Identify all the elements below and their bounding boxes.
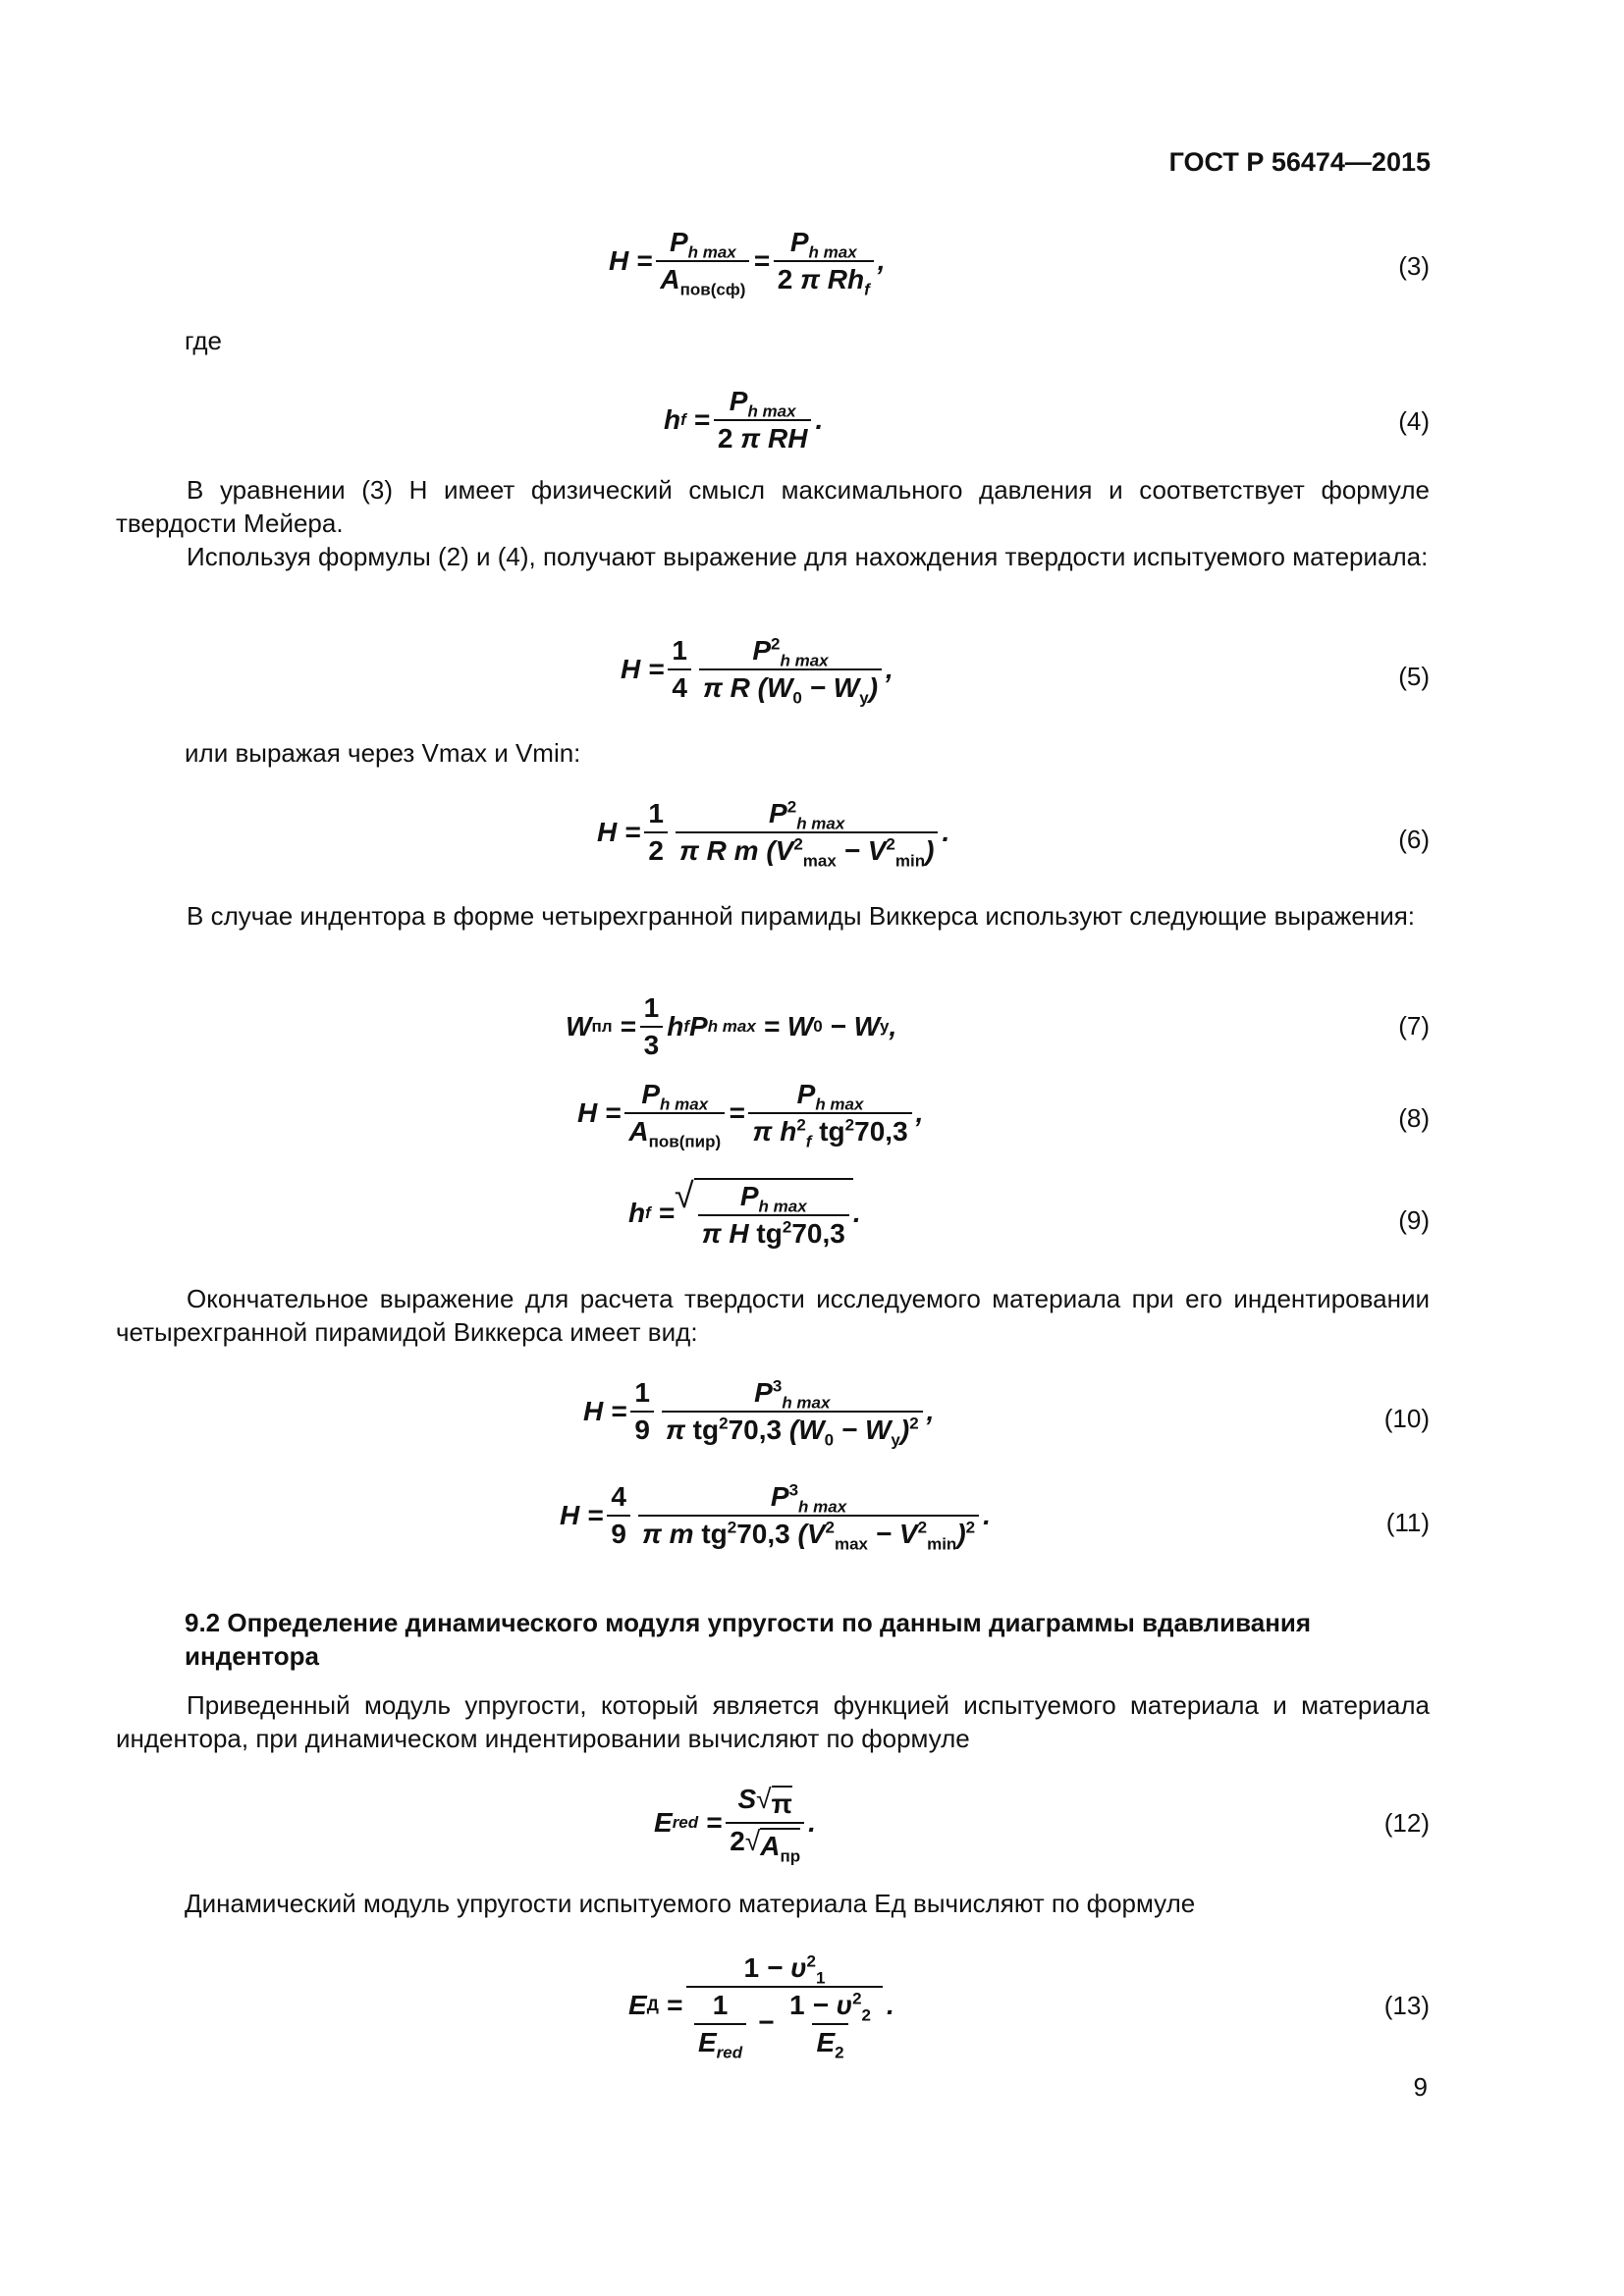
- paragraph-final-expression: [116, 1282, 1430, 1349]
- formula-13: E Д = $1 - \upsilon^2_1$ $\frac{1}{E_{red}}$ − $\frac{1 - \upsilon^2_2}{E_2}$ .: [628, 1951, 894, 2062]
- paragraph-vmax-vmin: или выражая через Vmax и Vmin:: [185, 738, 581, 768]
- formula-9: h f = √ $\frac{P_{h max}}{\pi H tg^270,3}$ .: [628, 1175, 861, 1249]
- paragraph-meyer-text: В уравнении (3) H имеет физический смысл максимального давления и соответствует формуле твердости Мейера.: [116, 475, 1430, 538]
- paragraph-reduced-modulus-text: Приведенный модуль упругости, который является функцией испытуемого материала и материала индентора, при динамическом индентировании вычисляют по формуле: [116, 1690, 1430, 1753]
- equation-number-11: (11): [1385, 1508, 1430, 1537]
- equation-number-8: (8): [1398, 1103, 1430, 1133]
- paragraph-meyer: [116, 473, 1430, 540]
- equation-number-3: (3): [1398, 251, 1430, 281]
- formula-3: H = $\frac{P_{h max}}{A_{пов(сф)}}$ = $\frac{P_{h max}}{2 \pi Rh_f}$ ,: [609, 227, 886, 299]
- document-header: ГОСТ Р 56474—2015: [1168, 147, 1431, 177]
- equation-number-13: (13): [1383, 1991, 1430, 2020]
- equation-number-10: (10): [1383, 1404, 1430, 1433]
- formula-8: H = $\frac{P_{h max}}{A_{пов(пир)}}$ = $\frac{P_{h max}}{\pi h^2_f tg^270,3}$ ,: [577, 1079, 924, 1151]
- formula-4: h f = $\frac{P_{h max}}{\text{2 π RH}}$ .: [664, 386, 824, 454]
- equation-number-12: (12): [1383, 1808, 1430, 1838]
- paragraph-vickers: [116, 899, 1430, 933]
- equation-number-5: (5): [1398, 662, 1430, 691]
- paragraph-dynamic-modulus: Динамический модуль упругости испытуемого материала Eд вычисляют по формуле: [185, 1889, 1196, 1918]
- formula-6: H = $\frac{1}{2}$ $\frac{P^2_{h max}}{\pi R m (V^2_{max} - V^2_{min})}$ .: [597, 797, 950, 871]
- formula-5: H = $\frac{1}{4}$ $\frac{P^2_{h max}}{\pi R (W_0 - W_y)}$ ,: [621, 634, 893, 708]
- equation-number-9: (9): [1398, 1205, 1430, 1235]
- formula-10: H = $\frac{1}{9}$ $\frac{P^3_{h max}}{\pi tg^270,3 (W_0 - W_y)^2}$ ,: [583, 1376, 935, 1450]
- text-where: где: [185, 326, 222, 355]
- paragraph-using-formulas-text: Используя формулы (2) и (4), получают выражение для нахождения твердости испытуемого материала:: [187, 542, 1429, 571]
- formula-12: E red = S √ π 2 √ $A_{пр}$ .: [654, 1784, 816, 1866]
- section-heading-9-2: 9.2 Определение динамического модуля упругости по данным диаграммы вдавливания индентора: [185, 1608, 1312, 1671]
- formula-7: W пл = $\frac{1}{3}$ h f P h max = W 0 − W y ,: [566, 992, 897, 1060]
- paragraph-vickers-text: В случае индентора в форме четырехгранной пирамиды Виккерса используют следующие выражения:: [187, 901, 1416, 931]
- equation-number-6: (6): [1398, 825, 1430, 854]
- equation-number-4: (4): [1398, 406, 1430, 436]
- equation-number-7: (7): [1398, 1011, 1430, 1041]
- formula-11: H = $\frac{4}{9}$ $\frac{P^3_{h max}}{\pi m tg^270,3 (V^2_{max} - V^2_{min})^2}$ .: [560, 1480, 991, 1554]
- page-number: 9: [1413, 2072, 1428, 2102]
- paragraph-using-formulas: [116, 540, 1430, 573]
- paragraph-final-expression-text: Окончательное выражение для расчета твердости исследуемого материала при его индентировании четырехгранной пирамидой Виккерса имеет вид:: [116, 1284, 1430, 1347]
- paragraph-reduced-modulus: [116, 1688, 1430, 1755]
